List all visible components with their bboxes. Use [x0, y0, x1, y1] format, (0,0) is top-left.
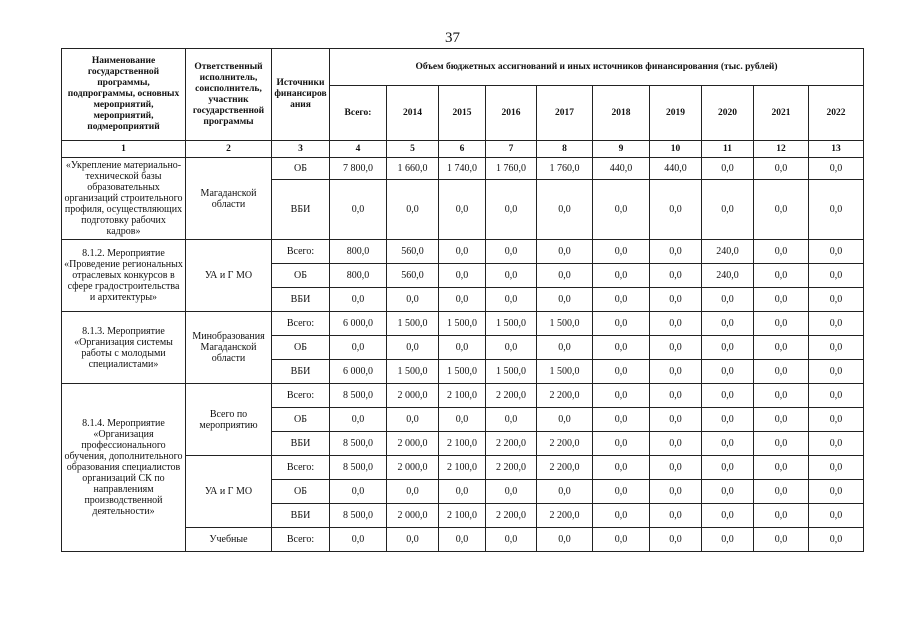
value-cell: 2 000,0 [387, 456, 439, 480]
value-cell: 0,0 [439, 528, 486, 552]
value-cell: 0,0 [537, 288, 593, 312]
value-cell: 0,0 [702, 180, 754, 240]
value-cell: 0,0 [439, 480, 486, 504]
value-cell: 0,0 [486, 408, 537, 432]
value-cell: 2 200,0 [486, 384, 537, 408]
value-cell: 0,0 [650, 408, 702, 432]
value-cell: 0,0 [809, 360, 864, 384]
value-cell: 0,0 [330, 408, 387, 432]
value-cell: 0,0 [809, 408, 864, 432]
value-cell: 0,0 [330, 180, 387, 240]
value-cell: 0,0 [537, 240, 593, 264]
value-cell: 0,0 [593, 180, 650, 240]
value-cell: 0,0 [702, 360, 754, 384]
value-cell: 1 500,0 [486, 360, 537, 384]
value-cell: 0,0 [754, 504, 809, 528]
value-cell: 0,0 [809, 158, 864, 180]
value-cell: 0,0 [702, 336, 754, 360]
column-number: 13 [809, 141, 864, 158]
value-cell: 440,0 [650, 158, 702, 180]
executor-name: Минобразования Магаданской области [186, 312, 272, 384]
value-cell: 240,0 [702, 264, 754, 288]
header-name: Наименование государственной программы, подпрограммы, основных мероприятий, мероприятий, подмероприятий [62, 49, 186, 141]
value-cell: 0,0 [486, 264, 537, 288]
value-cell: 0,0 [593, 360, 650, 384]
value-cell: 2 000,0 [387, 384, 439, 408]
value-cell: 0,0 [486, 336, 537, 360]
value-cell: 0,0 [650, 336, 702, 360]
value-cell: 2 200,0 [537, 384, 593, 408]
value-cell: 0,0 [593, 336, 650, 360]
activity-name: 8.1.4. Мероприятие «Организация профессионального обучения, дополнительного образования специалистов организаций СК по направлениям производственной деятельности» [62, 384, 186, 552]
header-year: 2016 [486, 86, 537, 141]
value-cell: 2 100,0 [439, 456, 486, 480]
value-cell: 6 000,0 [330, 312, 387, 336]
value-cell: 0,0 [702, 480, 754, 504]
column-number: 4 [330, 141, 387, 158]
source-cell: Всего: [272, 528, 330, 552]
column-number: 5 [387, 141, 439, 158]
value-cell: 0,0 [754, 180, 809, 240]
value-cell: 2 100,0 [439, 504, 486, 528]
column-number: 9 [593, 141, 650, 158]
activity-name: 8.1.3. Мероприятие «Организация системы работы с молодыми специалистами» [62, 312, 186, 384]
executor-name: УА и Г МО [186, 240, 272, 312]
source-cell: ОБ [272, 480, 330, 504]
executor-name: Учебные [186, 528, 272, 552]
value-cell: 1 500,0 [486, 312, 537, 336]
value-cell: 0,0 [650, 264, 702, 288]
value-cell: 0,0 [754, 360, 809, 384]
value-cell: 0,0 [754, 336, 809, 360]
value-cell: 0,0 [439, 336, 486, 360]
executor-name: УА и Г МО [186, 456, 272, 528]
source-cell: ВБИ [272, 432, 330, 456]
value-cell: 0,0 [809, 384, 864, 408]
value-cell: 0,0 [754, 456, 809, 480]
source-cell: ВБИ [272, 180, 330, 240]
value-cell: 0,0 [702, 158, 754, 180]
value-cell: 0,0 [439, 240, 486, 264]
value-cell: 0,0 [593, 456, 650, 480]
header-year: 2022 [809, 86, 864, 141]
value-cell: 0,0 [650, 240, 702, 264]
value-cell: 0,0 [754, 384, 809, 408]
value-cell: 0,0 [650, 180, 702, 240]
value-cell: 0,0 [754, 288, 809, 312]
value-cell: 2 100,0 [439, 384, 486, 408]
value-cell: 0,0 [809, 264, 864, 288]
value-cell: 0,0 [593, 504, 650, 528]
column-number: 11 [702, 141, 754, 158]
value-cell: 0,0 [486, 528, 537, 552]
value-cell: 2 200,0 [486, 456, 537, 480]
value-cell: 0,0 [809, 240, 864, 264]
value-cell: 0,0 [809, 180, 864, 240]
header-year: 2014 [387, 86, 439, 141]
column-number: 10 [650, 141, 702, 158]
value-cell: 1 760,0 [486, 158, 537, 180]
value-cell: 0,0 [593, 288, 650, 312]
value-cell: 0,0 [702, 312, 754, 336]
table-row [62, 312, 864, 336]
page-number: 37 [445, 30, 460, 46]
value-cell: 0,0 [809, 480, 864, 504]
value-cell: 560,0 [387, 264, 439, 288]
value-cell: 0,0 [387, 180, 439, 240]
activity-name: «Укрепление материально-технической базы образовательных организаций строительного профиля, осуществляющих подготовку рабочих кадров» [62, 158, 186, 240]
header-executor: Ответственный исполнитель, соисполнитель, участник государственной программы [186, 49, 272, 141]
value-cell: 1 500,0 [537, 312, 593, 336]
source-cell: ОБ [272, 408, 330, 432]
value-cell: 0,0 [593, 240, 650, 264]
column-number: 2 [186, 141, 272, 158]
source-cell: ОБ [272, 336, 330, 360]
value-cell: 0,0 [387, 480, 439, 504]
header-year: 2020 [702, 86, 754, 141]
value-cell: 0,0 [809, 288, 864, 312]
source-cell: Всего: [272, 456, 330, 480]
header-sources: Источники финансиров ания [272, 49, 330, 141]
value-cell: 0,0 [702, 456, 754, 480]
value-cell: 0,0 [387, 288, 439, 312]
value-cell: 0,0 [702, 528, 754, 552]
value-cell: 0,0 [537, 408, 593, 432]
value-cell: 0,0 [330, 288, 387, 312]
value-cell: 0,0 [593, 528, 650, 552]
value-cell: 0,0 [593, 408, 650, 432]
value-cell: 8 500,0 [330, 504, 387, 528]
value-cell: 0,0 [537, 480, 593, 504]
column-number-row [62, 141, 864, 158]
value-cell: 2 000,0 [387, 432, 439, 456]
value-cell: 0,0 [486, 180, 537, 240]
source-cell: Всего: [272, 312, 330, 336]
column-number: 8 [537, 141, 593, 158]
value-cell: 0,0 [702, 408, 754, 432]
value-cell: 1 500,0 [439, 312, 486, 336]
value-cell: 2 200,0 [537, 432, 593, 456]
column-number: 7 [486, 141, 537, 158]
header-year: 2017 [537, 86, 593, 141]
activity-name: 8.1.2. Мероприятие «Проведение региональных отраслевых конкурсов в сфере градостроительства и архитектуры» [62, 240, 186, 312]
value-cell: 0,0 [650, 504, 702, 528]
value-cell: 0,0 [754, 480, 809, 504]
value-cell: 0,0 [809, 312, 864, 336]
value-cell: 0,0 [650, 480, 702, 504]
table-body [62, 158, 864, 552]
column-number: 6 [439, 141, 486, 158]
value-cell: 0,0 [537, 336, 593, 360]
value-cell: 0,0 [387, 408, 439, 432]
executor-name: Всего по мероприятию [186, 384, 272, 456]
source-cell: Всего: [272, 384, 330, 408]
source-cell: ОБ [272, 158, 330, 180]
value-cell: 0,0 [809, 528, 864, 552]
value-cell: 0,0 [330, 336, 387, 360]
table-row [62, 384, 864, 408]
table-header [62, 49, 864, 158]
value-cell: 0,0 [809, 432, 864, 456]
value-cell: 8 500,0 [330, 432, 387, 456]
value-cell: 0,0 [702, 288, 754, 312]
value-cell: 0,0 [702, 432, 754, 456]
value-cell: 1 500,0 [387, 312, 439, 336]
source-cell: ВБИ [272, 288, 330, 312]
budget-table [61, 48, 864, 552]
value-cell: 2 200,0 [486, 504, 537, 528]
value-cell: 0,0 [439, 408, 486, 432]
value-cell: 6 000,0 [330, 360, 387, 384]
value-cell: 0,0 [650, 456, 702, 480]
value-cell: 0,0 [754, 158, 809, 180]
header-year: 2019 [650, 86, 702, 141]
value-cell: 0,0 [650, 432, 702, 456]
value-cell: 1 500,0 [439, 360, 486, 384]
value-cell: 0,0 [754, 264, 809, 288]
value-cell: 1 500,0 [537, 360, 593, 384]
value-cell: 0,0 [754, 408, 809, 432]
column-number: 1 [62, 141, 186, 158]
value-cell: 7 800,0 [330, 158, 387, 180]
column-number: 12 [754, 141, 809, 158]
table-row [62, 158, 864, 180]
source-cell: ВБИ [272, 360, 330, 384]
source-cell: ОБ [272, 264, 330, 288]
source-cell: ВБИ [272, 504, 330, 528]
header-volume: Объем бюджетных ассигнований и иных источников финансирования (тыс. рублей) [330, 49, 864, 86]
column-number: 3 [272, 141, 330, 158]
header-total: Всего: [330, 86, 387, 141]
value-cell: 0,0 [702, 384, 754, 408]
value-cell: 0,0 [650, 384, 702, 408]
value-cell: 240,0 [702, 240, 754, 264]
value-cell: 0,0 [593, 480, 650, 504]
value-cell: 800,0 [330, 240, 387, 264]
value-cell: 0,0 [809, 456, 864, 480]
value-cell: 2 200,0 [537, 456, 593, 480]
value-cell: 0,0 [650, 288, 702, 312]
value-cell: 0,0 [486, 288, 537, 312]
value-cell: 1 660,0 [387, 158, 439, 180]
value-cell: 0,0 [537, 180, 593, 240]
value-cell: 800,0 [330, 264, 387, 288]
value-cell: 0,0 [387, 336, 439, 360]
value-cell: 2 000,0 [387, 504, 439, 528]
table-row [62, 240, 864, 264]
value-cell: 0,0 [439, 264, 486, 288]
value-cell: 0,0 [537, 264, 593, 288]
value-cell: 0,0 [702, 504, 754, 528]
value-cell: 0,0 [593, 264, 650, 288]
value-cell: 0,0 [387, 528, 439, 552]
source-cell: Всего: [272, 240, 330, 264]
value-cell: 0,0 [439, 288, 486, 312]
value-cell: 0,0 [650, 312, 702, 336]
value-cell: 8 500,0 [330, 384, 387, 408]
value-cell: 2 200,0 [486, 432, 537, 456]
value-cell: 0,0 [754, 432, 809, 456]
value-cell: 0,0 [650, 528, 702, 552]
value-cell: 1 500,0 [387, 360, 439, 384]
value-cell: 1 740,0 [439, 158, 486, 180]
executor-name: Магаданской области [186, 158, 272, 240]
value-cell: 0,0 [537, 528, 593, 552]
value-cell: 0,0 [486, 240, 537, 264]
header-year: 2018 [593, 86, 650, 141]
value-cell: 0,0 [593, 384, 650, 408]
value-cell: 0,0 [330, 528, 387, 552]
value-cell: 0,0 [754, 312, 809, 336]
header-year: 2021 [754, 86, 809, 141]
value-cell: 0,0 [593, 312, 650, 336]
header-year: 2015 [439, 86, 486, 141]
value-cell: 440,0 [593, 158, 650, 180]
value-cell: 0,0 [439, 180, 486, 240]
value-cell: 0,0 [593, 432, 650, 456]
value-cell: 2 100,0 [439, 432, 486, 456]
value-cell: 0,0 [650, 360, 702, 384]
value-cell: 0,0 [809, 504, 864, 528]
value-cell: 2 200,0 [537, 504, 593, 528]
value-cell: 0,0 [754, 240, 809, 264]
value-cell: 0,0 [809, 336, 864, 360]
value-cell: 1 760,0 [537, 158, 593, 180]
value-cell: 560,0 [387, 240, 439, 264]
value-cell: 0,0 [330, 480, 387, 504]
value-cell: 8 500,0 [330, 456, 387, 480]
value-cell: 0,0 [754, 528, 809, 552]
value-cell: 0,0 [486, 480, 537, 504]
